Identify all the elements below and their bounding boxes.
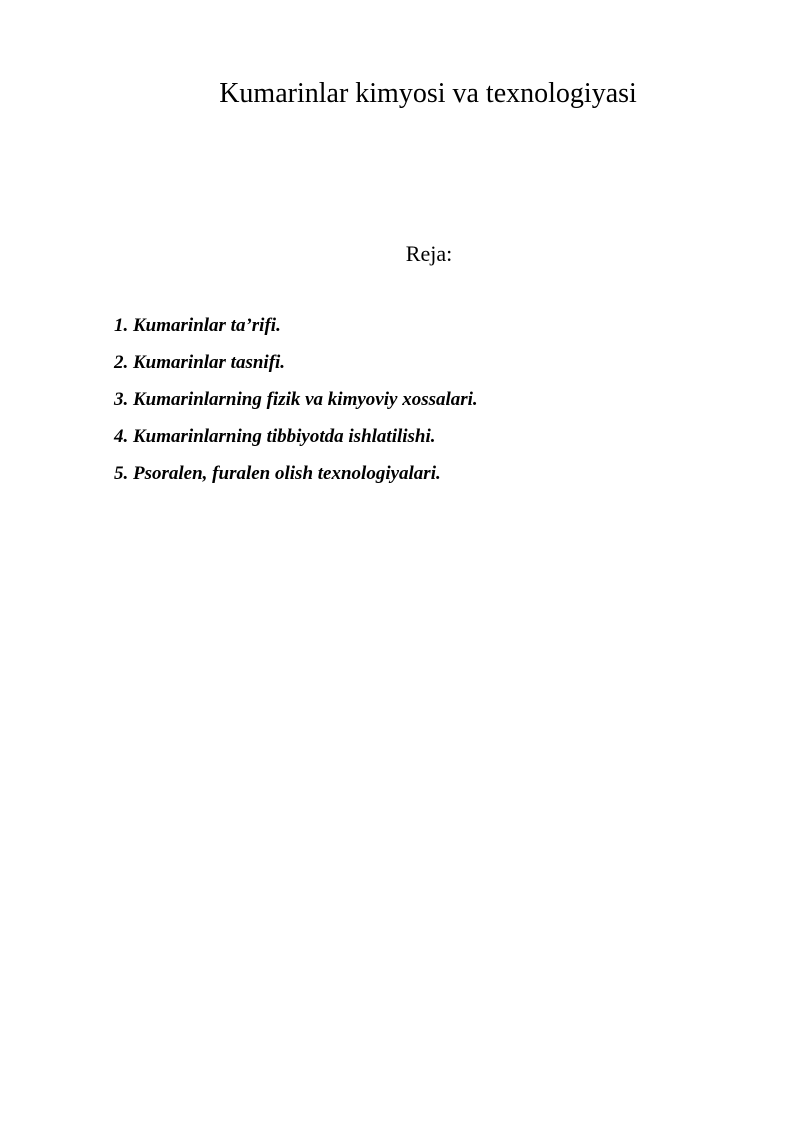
plan-item: 1. Kumarinlar ta’rifi.: [114, 315, 281, 336]
plan-item: 3. Kumarinlarning fizik va kimyoviy xossalari.: [114, 389, 478, 410]
document-title: Kumarinlar kimyosi va texnologiyasi: [219, 78, 637, 109]
plan-list: [114, 314, 478, 499]
plan-item: 4. Kumarinlarning tibbiyotda ishlatilishi.: [114, 426, 436, 447]
plan-item: 5. Psoralen, furalen olish texnologiyalari.: [114, 463, 441, 484]
plan-item: 2. Kumarinlar tasnifi.: [114, 352, 286, 373]
plan-heading: Reja:: [405, 241, 453, 266]
